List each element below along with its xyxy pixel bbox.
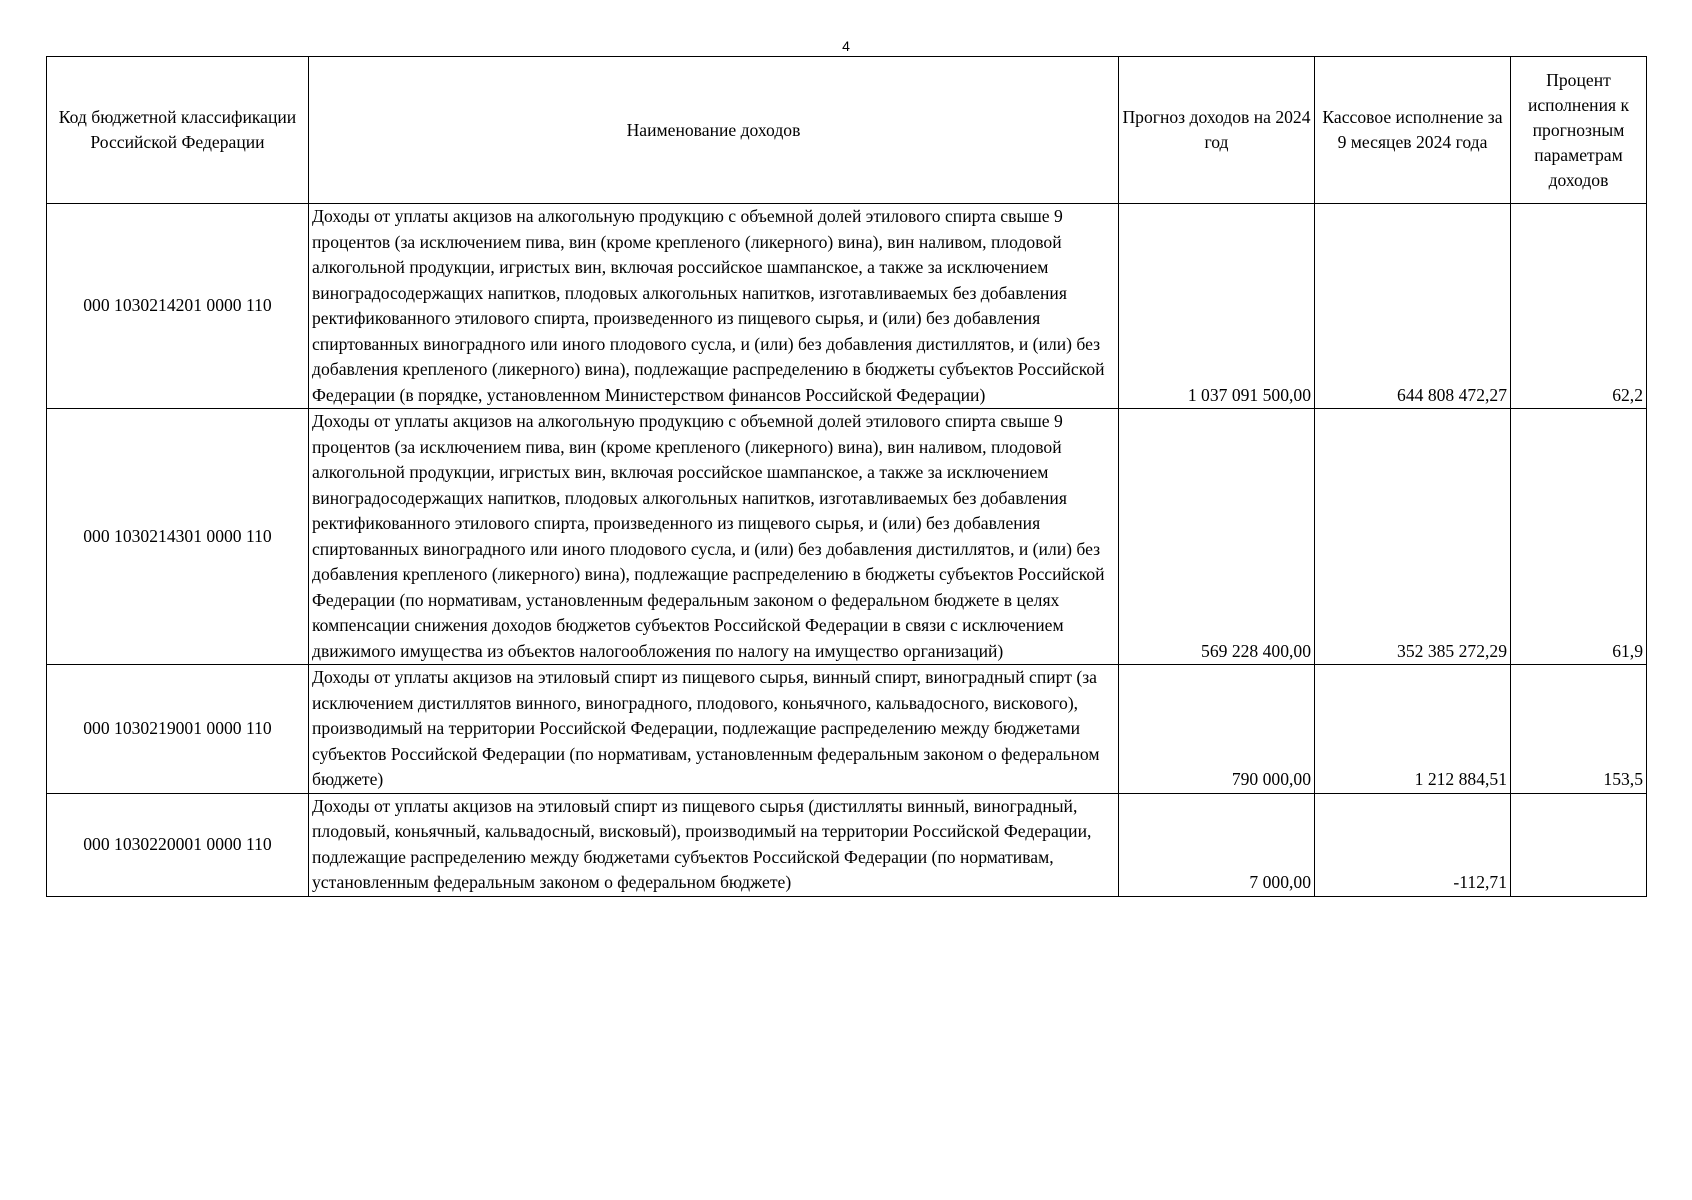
table-row xyxy=(47,409,1647,665)
row-cash: 1 212 884,51 xyxy=(1315,665,1511,794)
header-name: Наименование доходов xyxy=(309,57,1119,204)
page-number: 4 xyxy=(842,38,850,54)
row-cash: 644 808 472,27 xyxy=(1315,204,1511,409)
table-row xyxy=(47,793,1647,896)
row-name: Доходы от уплаты акцизов на алкогольную продукцию с объемной долей этилового спирта свыше 9 процентов (за исключением пива, вин (кроме крепленого (ликерного) вина), вин наливом, плодовой алкогольной продукции, игристых вин, включая российское шампанское, а также за исключением виноградосодержащих напитков, плодовых алкогольных напитков, изготавливаемых без добавления ректификованного этилового спирта, произведенного из пищевого сырья, и (или) без добавления спиртованных виноградного или иного плодового сусла, и (или) без добавления дистиллятов, и (или) без добавления крепленого (ликерного) вина), подлежащие распределению в бюджеты субъектов Российской Федерации (по нормативам, установленным федеральным законом о федеральном бюджете в целях компенсации снижения доходов бюджетов субъектов Российской Федерации в связи с исключением движимого имущества из объектов налогообложения по налогу на имущество организаций) xyxy=(309,409,1119,665)
table-row xyxy=(47,665,1647,794)
row-code: 000 1030214301 0000 110 xyxy=(47,409,309,665)
header-code: Код бюджетной классификации Российской Федерации xyxy=(47,57,309,204)
table-row xyxy=(47,204,1647,409)
row-percent: 62,2 xyxy=(1511,204,1647,409)
row-forecast: 1 037 091 500,00 xyxy=(1119,204,1315,409)
row-percent: 61,9 xyxy=(1511,409,1647,665)
row-forecast: 790 000,00 xyxy=(1119,665,1315,794)
row-code: 000 1030219001 0000 110 xyxy=(47,665,309,794)
header-cash: Кассовое исполнение за 9 месяцев 2024 года xyxy=(1315,57,1511,204)
table-header-row xyxy=(47,57,1647,204)
row-name: Доходы от уплаты акцизов на этиловый спирт из пищевого сырья, винный спирт, виноградный спирт (за исключением дистиллятов винного, виноградного, плодового, коньячного, кальвадосного, вискового), производимый на территории Российской Федерации, подлежащие распределению между бюджетами субъектов Российской Федерации (по нормативам, установленным федеральным законом о федеральном бюджете) xyxy=(309,665,1119,794)
row-forecast: 569 228 400,00 xyxy=(1119,409,1315,665)
row-cash: -112,71 xyxy=(1315,793,1511,896)
row-percent: 153,5 xyxy=(1511,665,1647,794)
revenue-table xyxy=(46,56,1647,897)
header-forecast: Прогноз доходов на 2024 год xyxy=(1119,57,1315,204)
row-cash: 352 385 272,29 xyxy=(1315,409,1511,665)
row-percent xyxy=(1511,793,1647,896)
row-name: Доходы от уплаты акцизов на алкогольную продукцию с объемной долей этилового спирта свыше 9 процентов (за исключением пива, вин (кроме крепленого (ликерного) вина), вин наливом, плодовой алкогольной продукции, игристых вин, включая российское шампанское, а также за исключением виноградосодержащих напитков, плодовых алкогольных напитков, изготавливаемых без добавления ректификованного этилового спирта, произведенного из пищевого сырья, и (или) без добавления спиртованных виноградного или иного плодового сусла, и (или) без добавления дистиллятов, и (или) без добавления крепленого (ликерного) вина), подлежащие распределению в бюджеты субъектов Российской Федерации (в порядке, установленном Министерством финансов Российской Федерации) xyxy=(309,204,1119,409)
row-name: Доходы от уплаты акцизов на этиловый спирт из пищевого сырья (дистилляты винный, виноградный, плодовый, коньячный, кальвадосный, висковый), производимый на территории Российской Федерации, подлежащие распределению между бюджетами субъектов Российской Федерации (по нормативам, установленным федеральным законом о федеральном бюджете) xyxy=(309,793,1119,896)
row-code: 000 1030214201 0000 110 xyxy=(47,204,309,409)
row-code: 000 1030220001 0000 110 xyxy=(47,793,309,896)
header-percent: Процент исполнения к прогнозным параметрам доходов xyxy=(1511,57,1647,204)
row-forecast: 7 000,00 xyxy=(1119,793,1315,896)
